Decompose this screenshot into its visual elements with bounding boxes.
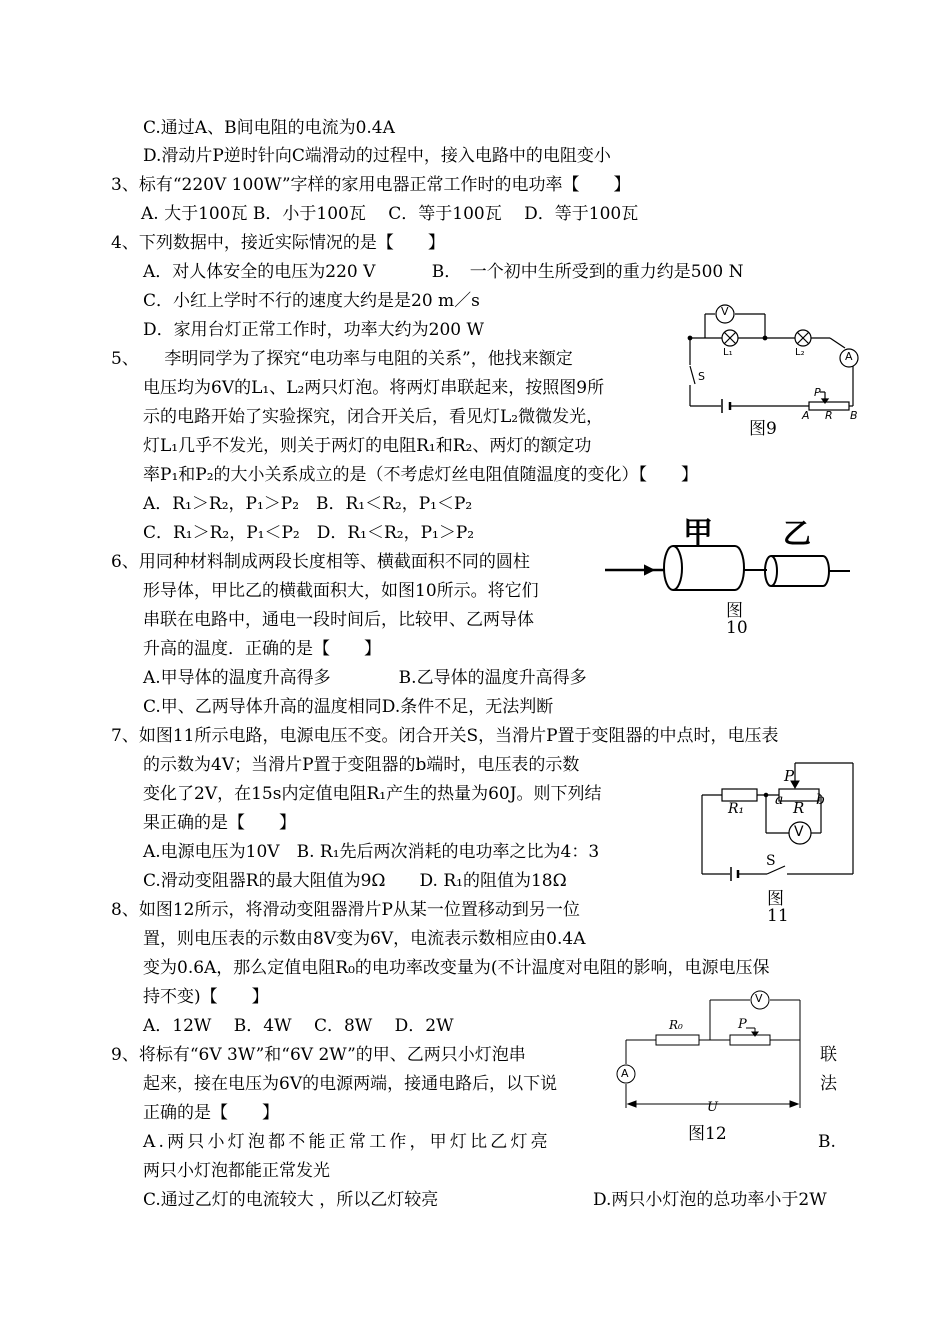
question-5-line-4: 灯L₁几乎不发光，则关于两灯的电阻R₁和R₂、两灯的额定功	[143, 436, 592, 456]
question-9-fragment-b: B.	[818, 1132, 836, 1152]
rheostat-symbol	[730, 1035, 770, 1045]
question-5-line-1: 5、 李明同学为了探究“电功率与电阻的关系”，他找来额定	[111, 349, 573, 369]
figure-9-label-p: P	[814, 386, 821, 399]
question-6-line-3: 串联在电路中，通电一段时间后，比较甲、乙两导体	[143, 610, 534, 630]
figure-11-label-v: V	[794, 824, 804, 840]
figure-10-conductors	[605, 508, 855, 638]
question-4: 4、下列数据中，接近实际情况的是【 】	[111, 233, 445, 253]
question-6-line-4: 升高的温度．正确的是【 】	[143, 639, 381, 659]
question-9-d: D.两只小灯泡的总功率小于2W	[593, 1190, 827, 1210]
figure-9-label-a: A	[845, 350, 853, 363]
question-9-line-2: 起来，接在电压为6V的电源两端，接通电路后，以下说	[143, 1074, 558, 1094]
question-3-options: A. 大于100瓦 B．小于100瓦 C．等于100瓦 D．等于100瓦	[141, 204, 639, 224]
figure-9-wires	[685, 300, 870, 440]
figure-10-label-yi: 乙	[783, 517, 812, 550]
figure-11-circuit	[695, 755, 865, 930]
question-9-line-3: 正确的是【 】	[143, 1103, 279, 1123]
question-8-line-1: 8、如图12所示，将滑动变阻器滑片P从某一位置移动到另一位	[111, 900, 580, 920]
option-3c: C.通过A、B间电阻的电流为0.4A	[143, 118, 395, 138]
question-9-c: C.通过乙灯的电流较大 ，所以乙灯较亮	[143, 1190, 439, 1210]
question-6-cd: C.甲、乙两导体升高的温度相同D.条件不足，无法判断	[143, 697, 554, 717]
figure-9-label-r: R	[825, 409, 833, 422]
figure-10-caption-1: 图	[726, 601, 743, 621]
question-6-ab: A.甲导体的温度升高得多 B.乙导体的温度升高得多	[143, 668, 587, 688]
figure-10-label-jia: 甲	[683, 516, 713, 551]
question-8-line-3: 变为0.6A，那么定值电阻R₀的电功率改变量为(不计温度对电阻的影响，电源电压保	[143, 958, 770, 978]
figure-9-label-v: V	[721, 305, 729, 318]
figure-12-label-a: A	[621, 1067, 629, 1080]
figure-12-circuit	[610, 990, 810, 1144]
figure-11-label-s: S	[766, 853, 776, 869]
question-8-line-2: 置，则电压表的示数由8V变为6V，电流表示数相应由0.4A	[143, 929, 586, 949]
question-5-line-2: 电压均为6V的L₁、L₂两只灯泡。将两灯串联起来，按照图9所	[143, 378, 605, 398]
question-7-line-3: 变化了2V，在15s内定值电阻R₁产生的热量为60J。则下列结	[143, 784, 602, 804]
figure-12-label-v: V	[755, 992, 763, 1005]
question-4-c: C．小红上学时不行的速度大约是是20 m／s	[143, 291, 480, 311]
question-7-ab: A.电源电压为10V B. R₁先后两次消耗的电功率之比为4：3	[143, 842, 600, 862]
figure-11-label-p: P	[784, 767, 795, 785]
question-9-b: 两只小灯泡都能正常发光	[143, 1161, 330, 1181]
figure-9-label-pa: A	[802, 409, 810, 422]
figure-11-label-r1: R₁	[728, 801, 745, 817]
question-9-fragment-lian: 联	[820, 1045, 837, 1065]
figure-11-caption-2: 11	[767, 906, 789, 926]
figure-11-label-b: b	[816, 792, 825, 808]
figure-11-wires	[695, 755, 865, 885]
figure-9-label-pb: B	[850, 409, 858, 422]
question-4-ab: A．对人体安全的电压为220 V B． 一个初中生所受到的重力约是500 N	[143, 262, 744, 282]
figure-11-label-r: R	[793, 799, 805, 817]
question-5-line-5: 率P₁和P₂的大小关系成立的是（不考虑灯丝电阻值随温度的变化）【 】	[143, 465, 699, 485]
question-3: 3、标有“220V 100W”字样的家用电器正常工作时的电功率【 】	[111, 175, 631, 195]
question-8-options: A．12W B．4W C．8W D．2W	[143, 1016, 454, 1036]
question-5-ab: A．R₁＞R₂，P₁＞P₂ B．R₁＜R₂，P₁＜P₂	[143, 494, 473, 514]
figure-12-label-r0: R₀	[669, 1018, 683, 1032]
figure-9-caption: 图9	[749, 419, 777, 439]
figure-10-caption-2: 10	[726, 618, 748, 638]
question-5-cd: C．R₁＞R₂，P₁＜P₂ D．R₁＜R₂，P₁＞P₂	[143, 523, 475, 543]
figure-12-label-p: P	[738, 1017, 747, 1032]
figure-11-caption-1: 图	[767, 889, 784, 909]
question-7-line-1: 7、如图11所示电路，电源电压不变。闭合开关S，当滑片P置于变阻器的中点时，电压表	[111, 726, 779, 746]
figure-9-label-l1: L₁	[723, 347, 733, 358]
figure-11-label-a: a	[775, 792, 784, 808]
question-7-cd: C.滑动变阻器R的最大阻值为9Ω D. R₁的阻值为18Ω	[143, 871, 567, 891]
resistor-r1-symbol	[722, 789, 757, 801]
resistor-r0-symbol	[656, 1035, 699, 1045]
question-6-line-2: 形导体，甲比乙的横截面积大，如图10所示。将它们	[143, 581, 539, 601]
figure-9-circuit	[685, 300, 870, 440]
figure-9-label-l2: L₂	[795, 347, 805, 358]
question-7-line-4: 果正确的是【 】	[143, 813, 296, 833]
question-9-a: A.两只小灯泡都不能正常工作，甲灯比乙灯亮	[143, 1132, 551, 1152]
question-6-line-1: 6、用同种材料制成两段长度相等、横截面积不同的圆柱	[111, 552, 530, 572]
question-9-fragment-fa: 法	[820, 1074, 837, 1094]
option-3d: D.滑动片P逆时针向C端滑动的过程中，接入电路中的电阻变小	[143, 146, 611, 166]
question-8-line-4: 持不变)【 】	[143, 987, 269, 1007]
figure-9-label-s: S	[698, 370, 705, 383]
question-5-line-3: 示的电路开始了实验探究，闭合开关后，看见灯L₂微微发光，	[143, 407, 604, 427]
figure-12-caption: 图12	[688, 1124, 727, 1144]
question-9-line-1: 9、将标有“6V 3W”和“6V 2W”的甲、乙两只小灯泡串	[111, 1045, 526, 1065]
figure-12-label-u: U	[707, 1100, 718, 1115]
question-4-d: D．家用台灯正常工作时，功率大约为200 W	[143, 320, 484, 340]
question-7-line-2: 的示数为4V；当滑片P置于变阻器的b端时，电压表的示数	[143, 755, 580, 775]
